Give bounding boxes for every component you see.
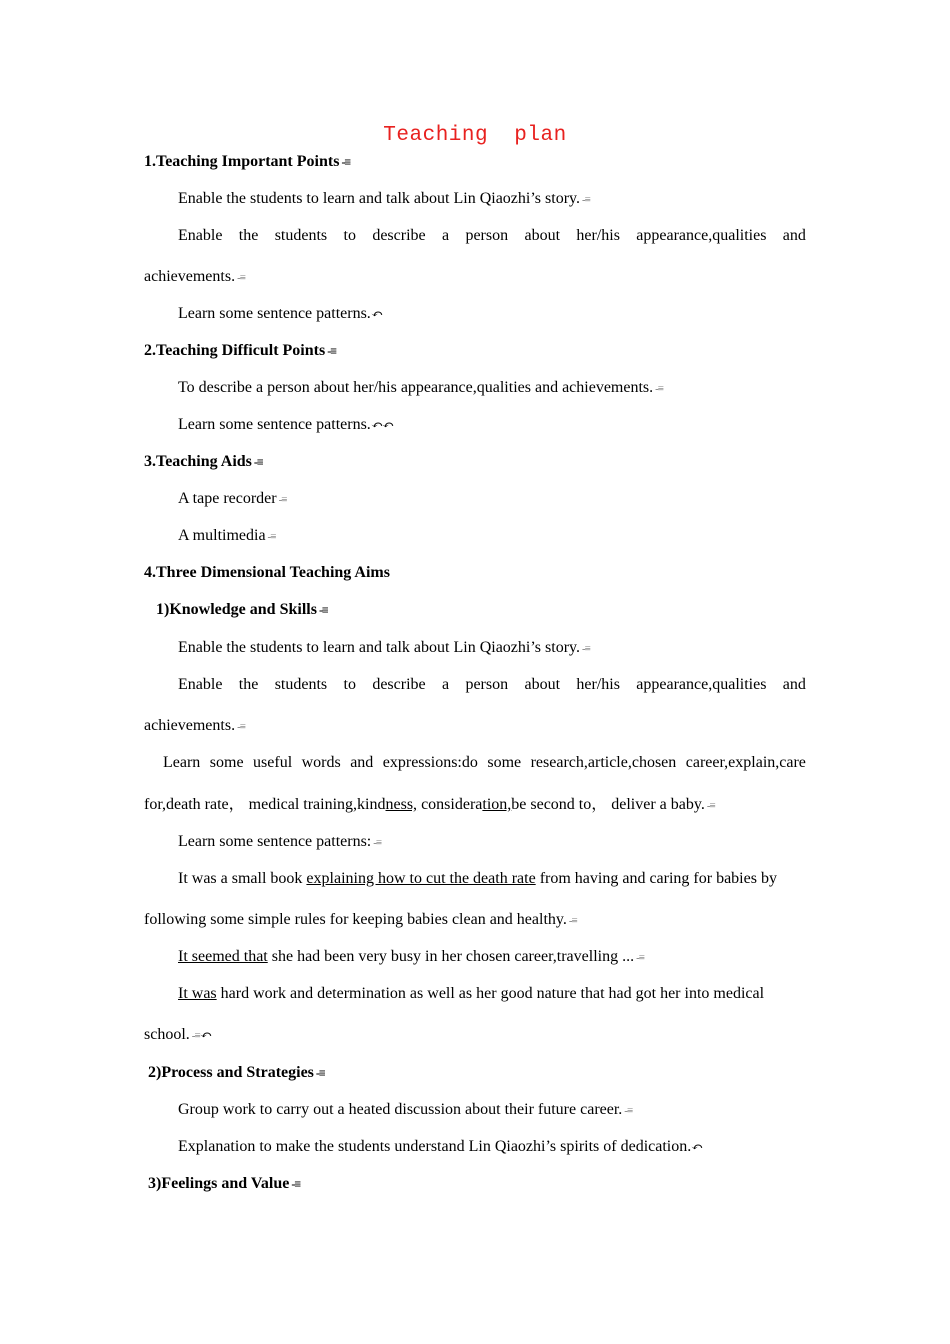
sub1-paragraph-3-line-1: [163, 753, 806, 773]
page-title: Teaching plan: [383, 124, 567, 147]
sub2-paragraph-1: [178, 1100, 632, 1121]
section-1-heading: [144, 152, 350, 172]
s1-paragraph-1-text: Enable the students to learn and talk about Lin Qiaozhi’s story.: [178, 190, 580, 207]
s2-paragraph-2: [178, 415, 393, 435]
word: a: [441, 676, 450, 693]
line-break-icon: ↶: [691, 1140, 704, 1154]
word: describe: [372, 676, 426, 693]
paragraph-mark-icon: -≡: [318, 603, 328, 617]
sub1-paragraph-5-line-2: [144, 910, 577, 931]
word: describe: [372, 227, 426, 244]
section-4-heading: [144, 563, 390, 583]
word: about: [524, 227, 561, 244]
s3-paragraph-2-text: A multimedia: [178, 527, 266, 544]
section-2-heading: [144, 341, 336, 361]
pattern-3-text: hard work and determination as well as her good nature that had got her into medical: [216, 985, 765, 1002]
word: students: [274, 676, 328, 693]
s2-paragraph-2-text: Learn some sentence patterns.: [178, 416, 371, 433]
subsection-3-heading-text: 3)Feelings and Value: [148, 1175, 290, 1192]
paragraph-mark-icon: -≡: [568, 915, 577, 927]
word: appearance,qualities: [636, 227, 767, 244]
sub1-paragraph-2-cont: achievements.: [144, 717, 236, 734]
sub1-paragraph-1-text: Enable the students to learn and talk about Lin Qiaozhi’s story.: [178, 639, 580, 656]
paragraph-mark-icon: -≡: [581, 643, 590, 655]
word: a: [441, 227, 450, 244]
section-3-heading-text: 3.Teaching Aids: [144, 453, 252, 470]
paragraph-mark-icon: -≡: [655, 383, 664, 395]
section-2-heading-text: 2.Teaching Difficult Points: [144, 342, 326, 359]
word: person: [465, 676, 509, 693]
sub1-paragraph-2-line-1: [178, 675, 806, 695]
sub1-paragraph-1: [178, 638, 590, 659]
subsection-2-heading: [148, 1063, 325, 1083]
pattern-1-text-c: from having and caring for babies by: [535, 870, 777, 887]
paragraph-mark-icon: -≡: [327, 344, 337, 358]
s2-paragraph-1-text: To describe a person about her/his appearance,qualities and achievements.: [178, 379, 654, 396]
pattern-1-cont: following some simple rules for keeping babies clean and healthy.: [144, 911, 567, 928]
word: useful: [253, 754, 293, 771]
sub1-paragraph-7-line-1: [178, 984, 764, 1004]
subsection-1-heading-text: 1)Knowledge and Skills: [156, 601, 317, 618]
word: appearance,qualities: [636, 676, 767, 693]
sub2-paragraph-2: [178, 1137, 702, 1157]
sub1-paragraph-7-line-2: [144, 1025, 211, 1046]
word: Learn: [163, 754, 201, 771]
word: career,explain,care: [685, 754, 806, 771]
word: about: [524, 676, 561, 693]
sub1-paragraph-4-text: Learn some sentence patterns:: [178, 833, 372, 850]
s3-paragraph-2: [178, 526, 275, 547]
word: Enable: [178, 227, 223, 244]
sub2-paragraph-2-text: Explanation to make the students understand Lin Qiaozhi’s spirits of dedication.: [178, 1138, 692, 1155]
word: research,article,chosen: [530, 754, 677, 771]
s1-paragraph-3-text: Learn some sentence patterns.: [178, 305, 371, 322]
line-break-icon: ↶: [370, 307, 383, 321]
word: her/his: [576, 676, 620, 693]
paragraph-mark-icon: -≡: [341, 155, 351, 169]
sub1-paragraph-4: [178, 832, 381, 853]
word: some: [209, 754, 244, 771]
word: person: [465, 227, 509, 244]
word: students: [274, 227, 328, 244]
pattern-2-underlined: It seemed that: [178, 948, 268, 965]
s1-paragraph-2-line-2: [144, 267, 245, 288]
section-1-heading-text: 1.Teaching Important Points: [144, 153, 340, 170]
subsection-2-heading-text: 2)Process and Strategies: [148, 1064, 314, 1081]
paragraph-mark-icon: -≡: [237, 721, 245, 733]
word: Enable: [178, 676, 223, 693]
line-break-icon: ↶: [381, 418, 394, 432]
vocab-text-e: be second to， deliver a baby.: [511, 796, 705, 813]
pattern-1-underlined: explaining how to cut the death rate: [306, 870, 536, 887]
s3-paragraph-1-text: A tape recorder: [178, 490, 277, 507]
line-break-icon: ↶: [370, 418, 383, 432]
s1-paragraph-2-line-1: [178, 226, 806, 246]
paragraph-mark-icon: -≡: [291, 1177, 301, 1191]
sub1-paragraph-6: [178, 947, 644, 968]
paragraph-mark-icon: -≡: [267, 531, 276, 543]
word: words: [301, 754, 341, 771]
s1-paragraph-2-cont: achievements.: [144, 268, 236, 285]
sub1-paragraph-3-line-2: [144, 795, 715, 816]
vocab-text-a: for,death rate， medical training,kind: [144, 796, 386, 813]
word: expressions:do: [382, 754, 478, 771]
paragraph-mark-icon: -≡: [278, 494, 287, 506]
vocab-underlined-suffix: ness,: [385, 796, 418, 813]
paragraph-mark-icon: -≡: [191, 1030, 200, 1042]
paragraph-mark-icon: -≡: [253, 455, 263, 469]
s2-paragraph-1: [178, 378, 663, 399]
section-4-heading-text: 4.Three Dimensional Teaching Aims: [144, 564, 390, 581]
word: some: [487, 754, 522, 771]
paragraph-mark-icon: -≡: [636, 952, 644, 964]
paragraph-mark-icon: -≡: [373, 837, 382, 849]
s1-paragraph-1: [178, 189, 590, 210]
pattern-2-text: she had been very busy in her chosen career,travelling ...: [267, 948, 635, 965]
word: and: [350, 754, 374, 771]
subsection-3-heading: [148, 1174, 300, 1194]
sub1-paragraph-2-line-2: [144, 716, 245, 737]
word: and: [782, 227, 806, 244]
subsection-1-heading: [156, 600, 328, 620]
sub2-paragraph-1-text: Group work to carry out a heated discussion about their future career.: [178, 1101, 623, 1118]
word: to: [343, 676, 356, 693]
paragraph-mark-icon: -≡: [624, 1105, 633, 1117]
word: and: [782, 676, 806, 693]
sub1-paragraph-5-line-1: [178, 869, 806, 889]
paragraph-mark-icon: -≡: [706, 800, 715, 812]
word: to: [343, 227, 356, 244]
section-3-heading: [144, 452, 263, 472]
paragraph-mark-icon: -≡: [237, 272, 245, 284]
word: the: [238, 676, 259, 693]
paragraph-mark-icon: -≡: [315, 1066, 325, 1080]
pattern-1-text-a: It was a small book: [178, 870, 307, 887]
vocab-underlined-suffix: tion,: [482, 796, 512, 813]
paragraph-mark-icon: -≡: [581, 194, 590, 206]
word: the: [238, 227, 259, 244]
line-break-icon: ↶: [199, 1028, 212, 1042]
vocab-text-c: considera: [417, 796, 483, 813]
pattern-3-cont: school.: [144, 1026, 190, 1043]
word: her/his: [576, 227, 620, 244]
s1-paragraph-3: [178, 304, 382, 324]
pattern-3-underlined: It was: [178, 985, 217, 1002]
s3-paragraph-1: [178, 489, 286, 510]
